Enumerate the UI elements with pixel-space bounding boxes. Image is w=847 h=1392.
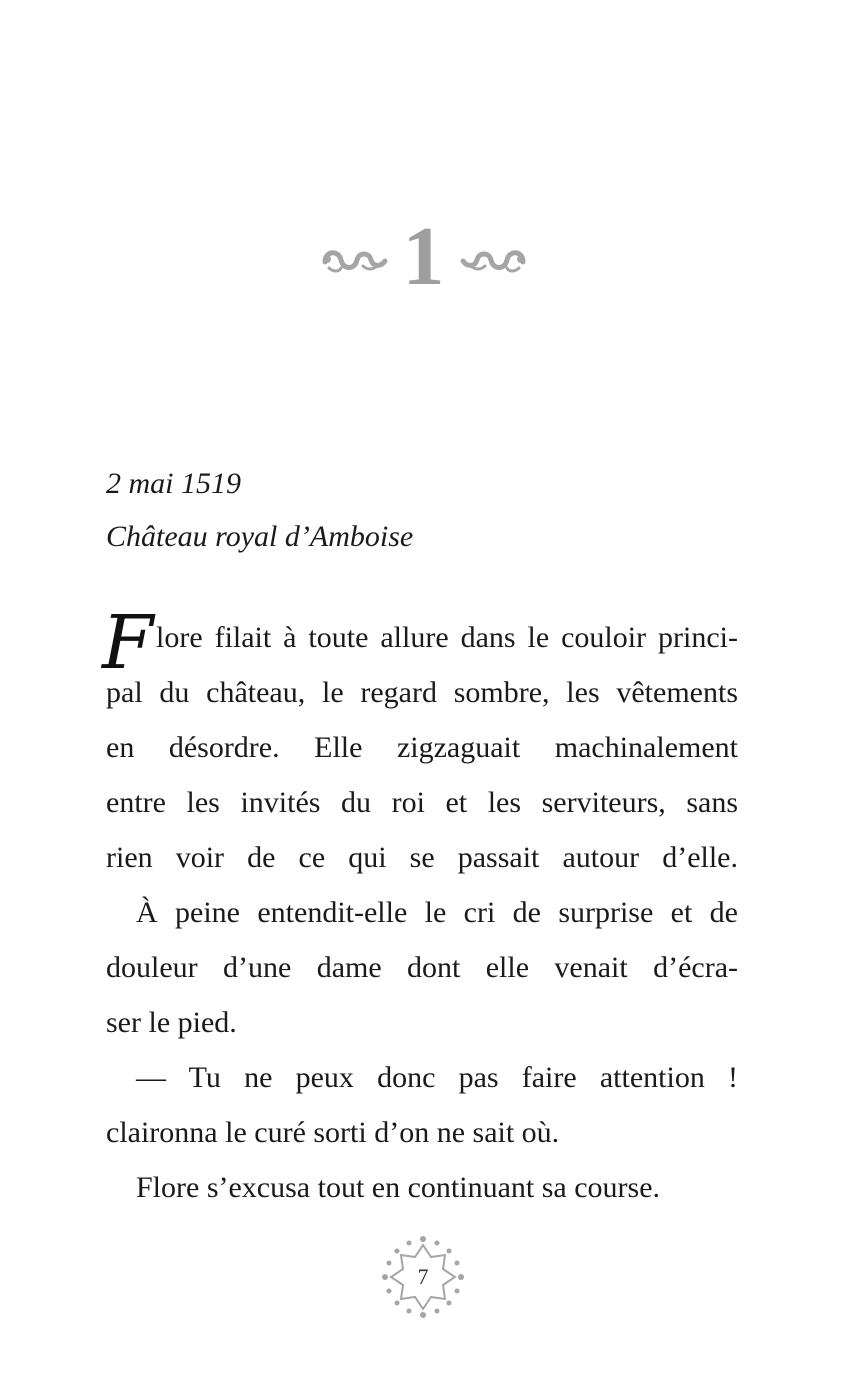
paragraph-1-line-5: rien voir de ce qui se passait autour d’elle. [106, 841, 738, 874]
paragraph-1-line-1 [102, 600, 738, 686]
paragraph-1-line-2: pal du château, le regard sombre, les vêtements [106, 676, 738, 709]
paragraph-3-line-2: claironna le curé sorti d’on ne sait où. [106, 1116, 560, 1149]
page-number: 7 [417, 1264, 429, 1289]
paragraph-3-line-1: — Tu ne peux donc pas faire attention ! [136, 1061, 738, 1094]
drop-cap: F [102, 600, 154, 686]
paragraph-2-line-1: À peine entendit-elle le cri de surprise et de [136, 896, 738, 929]
paragraph-2-line-3: ser le pied. [106, 1006, 237, 1039]
date-line: 2 mai 1519 [106, 467, 241, 500]
right-flourish-icon [459, 240, 529, 280]
paragraph-2-line-2: douleur d’une dame dont elle venait d’écra- [106, 951, 738, 984]
paragraph-4-line-1: Flore s’excusa tout en continuant sa course. [136, 1171, 661, 1204]
chapter-heading [0, 210, 847, 310]
paragraph-1-line-1-text: lore filait à toute allure dans le couloir princi- [156, 621, 738, 654]
paragraph-1-line-3: en désordre. Elle zigzaguait machinalement [106, 731, 738, 764]
left-flourish-icon [319, 240, 389, 280]
place-line: Château royal d’Amboise [106, 520, 414, 553]
paragraph-1-line-4: entre les invités du roi et les serviteurs, sans [106, 786, 738, 819]
chapter-number: 1 [402, 210, 445, 303]
